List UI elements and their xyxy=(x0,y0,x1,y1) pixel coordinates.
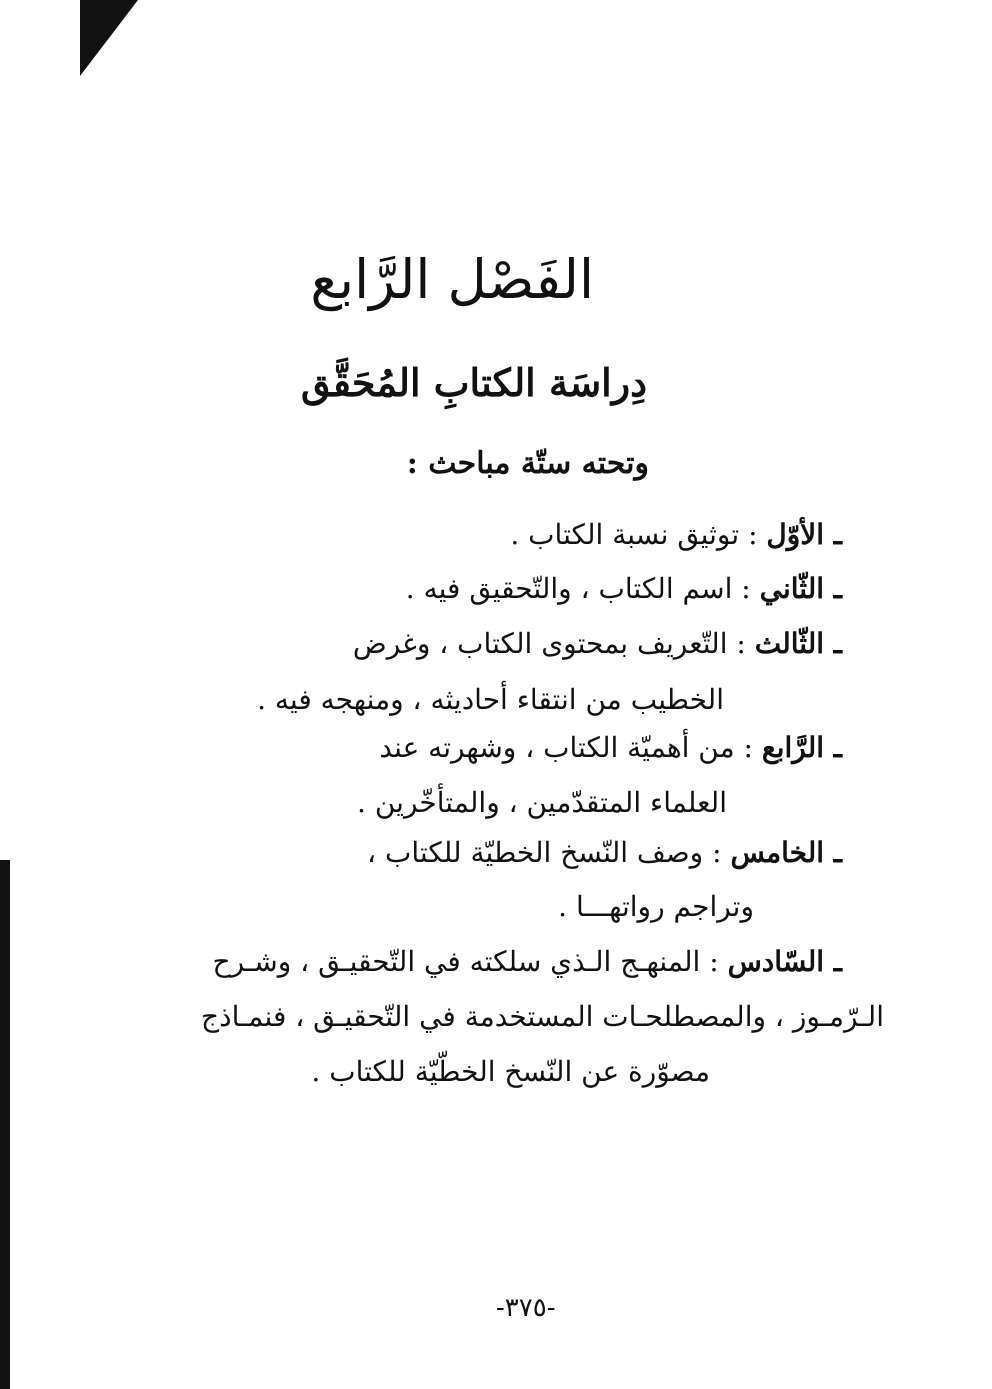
item-text: : توثيق نسبة الكتاب . xyxy=(510,518,767,551)
item-label: ـ الأوّل xyxy=(766,518,842,551)
page-heading: دِراسَة الكتابِ المُحَقَّق xyxy=(301,360,647,405)
list-item-fourth-continuation: العلماء المتقدّمين ، والمتأخّرين . xyxy=(357,786,727,819)
intro-line: وتحته ستّة مباحث : xyxy=(406,446,649,481)
list-item-fifth-continuation: وتراجم رواتهـــا . xyxy=(558,890,754,923)
item-text: : وصف النّسخ الخطيّة للكتاب ، xyxy=(367,836,731,869)
list-item-sixth-continuation-2: مصوّرة عن النّسخ الخطّيّة للكتاب . xyxy=(311,1055,710,1088)
item-label: ـ السّادس xyxy=(727,945,842,978)
chapter-title: الفَصْل الرَّابع xyxy=(310,248,594,311)
item-label: ـ الثّاني xyxy=(759,572,842,605)
item-label: ـ الثّالث xyxy=(754,627,842,660)
page-number: -٣٧٥- xyxy=(496,1293,556,1323)
item-text: : التّعريف بمحتوى الكتاب ، وغرض xyxy=(352,627,755,660)
list-item-fourth xyxy=(379,731,842,765)
list-item-third-continuation: الخطيب من انتقاء أحاديثه ، ومنهجه فيه . xyxy=(257,683,724,716)
list-item-sixth xyxy=(213,945,842,979)
list-item-second xyxy=(406,572,842,606)
item-label: ـ الخامس xyxy=(730,836,842,869)
item-text: : من أهميّة الكتاب ، وشهرته عند xyxy=(379,731,762,764)
item-text: : اسم الكتاب ، والتّحقيق فيه . xyxy=(405,572,760,605)
list-item-third xyxy=(353,627,842,661)
list-item-sixth-continuation: الـرّمـوز ، والمصطلحـات المستخدمة في التّحقيـق ، فنمـاذج xyxy=(201,1000,884,1033)
list-item-first xyxy=(510,518,842,552)
list-item-fifth xyxy=(367,836,842,870)
scan-edge-bar xyxy=(0,860,10,1389)
item-text: : المنهـج الـذي سلكته في التّحقيـق ، وشـرح xyxy=(212,945,728,978)
corner-scan-mark xyxy=(80,0,138,76)
item-label: ـ الرَّابع xyxy=(761,731,842,764)
